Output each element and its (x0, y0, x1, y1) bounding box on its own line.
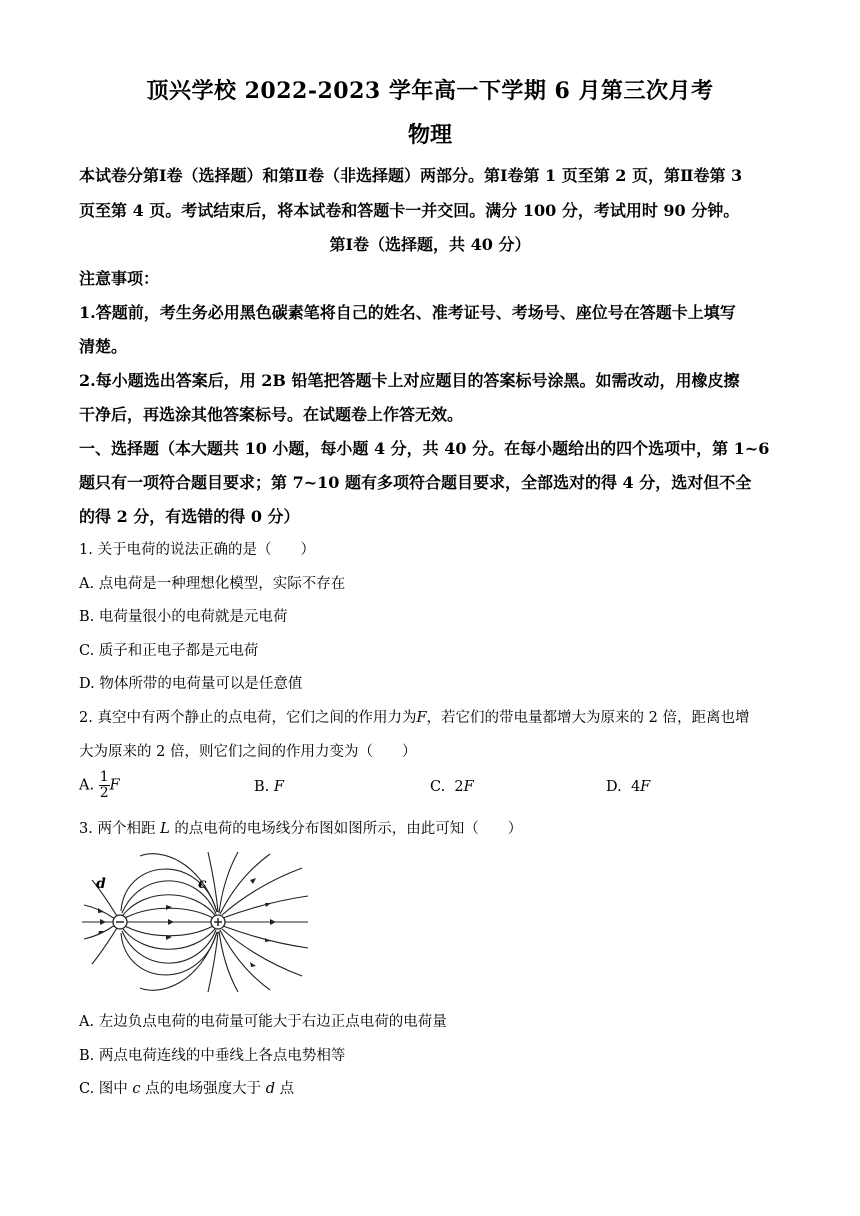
q1-stem: 1. 关于电荷的说法正确的是（ ） (79, 542, 315, 558)
notes-heading: 注意事项： (79, 269, 160, 288)
q2-stem-part-b: ，若它们的带电量都增大为原来的 2 倍，距离也增 (426, 710, 750, 726)
q2-stem-line-2: 大为原来的 2 倍，则它们之间的作用力变为（ ） (79, 744, 417, 760)
q3-stem-part-b: 的点电荷的电场线分布图如图所示，由此可知（ ） (174, 821, 523, 837)
q2-c-var: F (463, 779, 474, 795)
exam-subject: 物理 (407, 122, 452, 148)
q2-option-c (430, 779, 474, 795)
q2-a-numerator: 1 (99, 769, 109, 785)
electric-field-figure (80, 850, 310, 995)
field-line-connect-3 (123, 895, 215, 915)
q3-c-var-2: d (265, 1081, 276, 1097)
q2-option-d (606, 779, 650, 795)
note-2-line-1: 2.每小题选出答案后，用 2B 铅笔把答题卡上对应题目的答案标号涂黑。如需改动，用橡皮擦 (79, 371, 740, 390)
q3-option-b: B. 两点电荷连线的中垂线上各点电势相等 (79, 1048, 346, 1064)
q1-option-a: A. 点电荷是一种理想化模型，实际不存在 (79, 576, 346, 592)
q2-a-label: A. (79, 777, 95, 794)
point-d-label: d (96, 876, 106, 892)
q3-option-a: A. 左边负点电荷的电荷量可能大于右边正点电荷的电荷量 (79, 1014, 447, 1030)
q2-stem-part-a: 2. 真空中有两个静止的点电荷，它们之间的作用力为 (79, 710, 417, 726)
field-line-connect-4 (123, 929, 215, 949)
q1-option-b: B. 电荷量很小的电荷就是元电荷 (79, 609, 288, 625)
q1-option-d: D. 物体所带的电荷量可以是任意值 (79, 676, 303, 692)
field-line-connect-6 (122, 930, 216, 963)
section1-line-3: 的得 2 分，有选错的得 0 分） (79, 507, 300, 526)
section1-line-2: 题只有一项符合题目要求；第 7~10 题有多项符合题目要求，全部选对的得 4 分，选对但不全 (79, 473, 752, 492)
note-1-line-2: 清楚。 (79, 337, 128, 356)
q2-d-var: F (640, 779, 651, 795)
section1-line-1: 一、选择题（本大题共 10 小题，每小题 4 分，共 40 分。在每小题给出的四个选项中，第 1~6 (79, 439, 770, 458)
q3-c-part-a: C. 图中 (79, 1081, 128, 1097)
field-line-right-2 (223, 896, 308, 918)
q3-c-part-b: 点的电场强度大于 (145, 1081, 262, 1097)
field-line-connect-1 (125, 908, 213, 918)
q2-c-label: C. (430, 779, 446, 795)
field-line-right-3 (223, 926, 308, 948)
q3-stem-part-a: 3. 两个相距 (79, 821, 156, 837)
exam-title: 顶兴学校 2022-2023 学年高一下学期 6 月第三次月考 (146, 78, 714, 104)
q2-d-value: 4 (630, 779, 641, 795)
q1-option-c: C. 质子和正电子都是元电荷 (79, 643, 259, 659)
q3-option-c (79, 1077, 789, 1098)
q2-option-b (254, 779, 284, 795)
q3-c-part-c: 点 (279, 1081, 295, 1097)
q3-c-var-1: c (132, 1081, 141, 1097)
q3-stem-var: L (160, 821, 170, 837)
q2-b-var: F (273, 779, 284, 795)
q2-stem-line-1 (79, 706, 789, 727)
q2-option-a (79, 770, 120, 801)
note-2-line-2: 干净后，再选涂其他答案标号。在试题卷上作答无效。 (79, 405, 464, 424)
note-1-line-1: 1.答题前，考生务必用黑色碳素笔将自己的姓名、准考证号、考场号、座位号在答题卡上填写 (79, 303, 736, 322)
intro-line-2: 页至第 4 页。考试结束后，将本试卷和答题卡一并交回。满分 100 分，考试用时 90 分钟。 (79, 201, 740, 220)
part1-heading: 第Ⅰ卷（选择题，共 40 分） (329, 235, 531, 254)
q3-stem (79, 817, 789, 838)
point-c-label: c (198, 876, 207, 892)
q2-a-var: F (109, 777, 120, 794)
field-line-bottom-arc (140, 932, 217, 990)
q2-a-denominator: 2 (99, 785, 109, 801)
q2-a-fraction (99, 770, 110, 801)
intro-line-1: 本试卷分第Ⅰ卷（选择题）和第Ⅱ卷（非选择题）两部分。第Ⅰ卷第 1 页至第 2 页，第Ⅱ卷第 3 (79, 166, 743, 185)
q2-d-label: D. (606, 779, 622, 795)
q2-stem-var: F (416, 710, 427, 726)
field-line-left-5 (92, 928, 117, 964)
field-line-connect-2 (125, 926, 213, 936)
q2-b-label: B. (254, 779, 270, 795)
q2-c-value: 2 (454, 779, 464, 795)
